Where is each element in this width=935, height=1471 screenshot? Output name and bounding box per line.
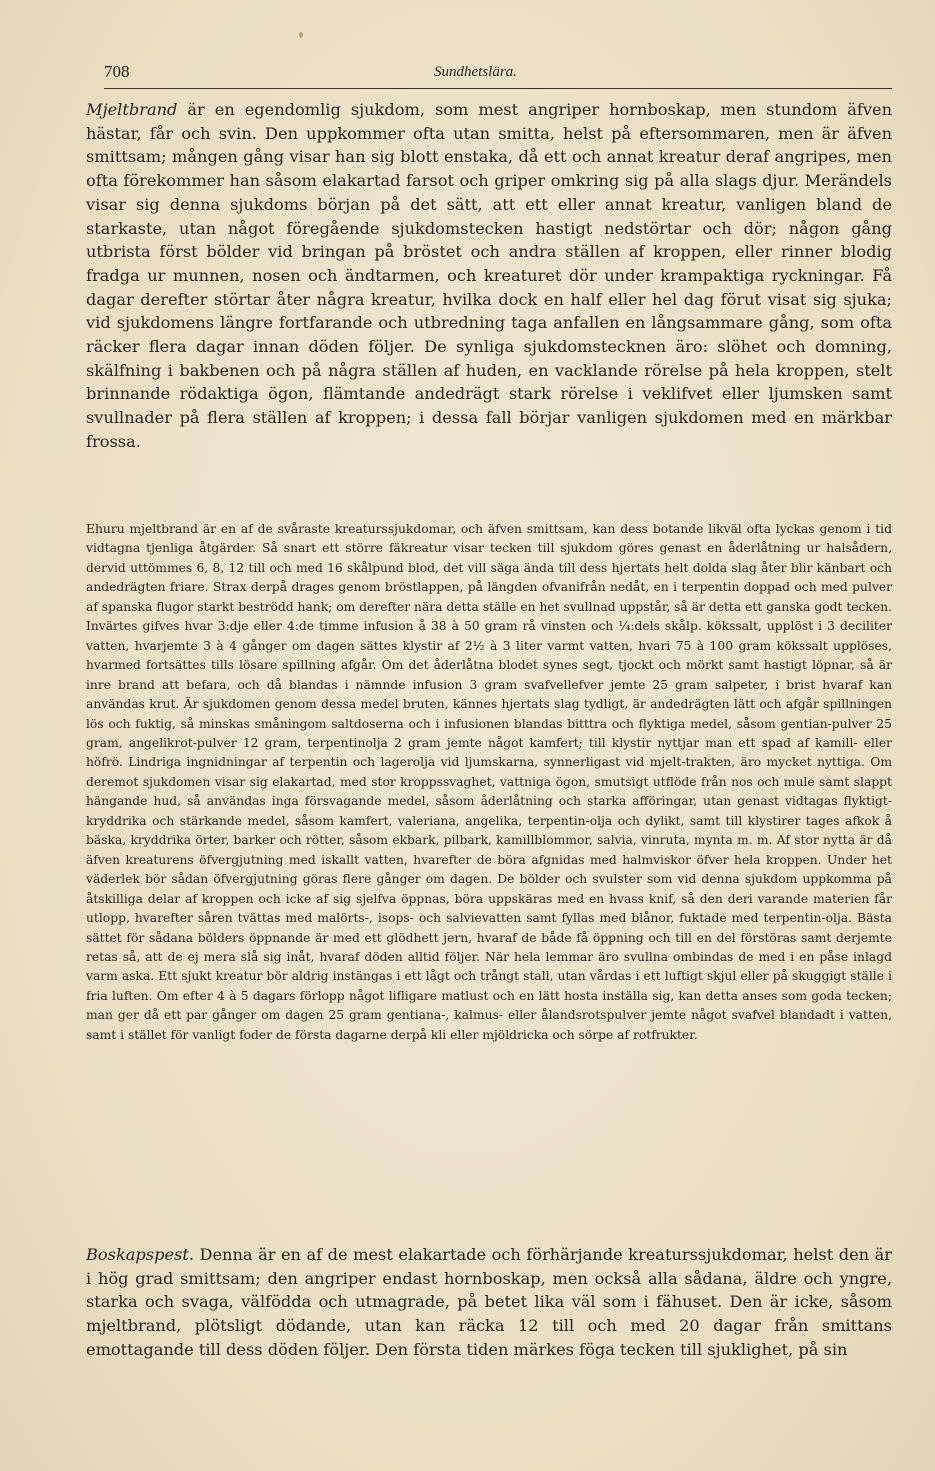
paragraph-treatment [86, 520, 892, 1240]
paragraph-lead-term: Mjeltbrand [86, 100, 178, 119]
paragraph-text: är en egendomlig sjukdom, som mest angriper hornboskap, men stundom äfven hästar, får och svin. Den uppkommer ofta utan smitta, helst på eftersommaren, men är äfven smittsam; mången gång visar han sig blott enstaka, då ett och annat kreatur deraf angripes, men ofta förekommer han såsom elakartad farsot och griper omkring sig på alla slags djur. Merändels visar sig denna sjukdoms början på det sätt, att ett eller annat kreatur, vanligen bland de starkaste, utan något föregående sjukdomstecken hastigt nedstörtar och dör; någon gång utbrista först bölder vid bringan på bröstet och andra ställen af kroppen, eller rinner blodig fradga ur munnen, nosen och ändtarmen, och kreaturet dör under krampaktiga ryckningar. Få dagar derefter störtar åter några kreatur, hvilka dock en half eller hel dag förut visat sig sjuka; vid sjukdomens längre fortfarande och utbredning taga anfallen en långsammare gång, som ofta räcker flera dagar innan döden följer. De synliga sjukdomstecknen äro: slöhet och domning, skälfning i bakbenen och på några ställen af huden, en vacklande rörelse på hela kroppen, stelt brinnande rödaktiga ögon, flämtande andedrägt stark rörelse i veklifvet eller ljumsken samt svullnader på flera ställen af kroppen; i dessa fall börjar vanligen sjukdomen med en märkbar frossa. [86, 100, 892, 451]
page-number: 708 [104, 62, 130, 81]
ink-spot [299, 32, 303, 38]
paragraph-text: Denna är en af de mest elakartade och förhärjande kreaturssjukdomar, helst den är i hög grad smittsam; den angriper endast hornboskap, men också alla sådana, äldre och yngre, starka och svaga, välfödda och utmagrade, på betet lika väl som i fähuset. Den är icke, såsom mjeltbrand, plötsligt dödande, utan kan räcka 12 till och med 20 dagar från smittans emottagande till dess döden följer. Den första tiden märkes föga tecken till sjuklighet, på sin [86, 1245, 892, 1359]
paragraph-text: Ehuru mjeltbrand är en af de svåraste kreaturssjukdomar, och äfven smittsam, kan dess botande likväl ofta lyckas genom i tid vidtagna tjenliga åtgärder. Så snart ett större fäkreatur visar tecken till sjukdom göres genast en åderlåtning ur halsådern, dervid uttömmes 6, 8, 12 till och med 16 skålpund blod, det vill säga ända till dess hjertats helt dolda slag åter blir känbart och andedrägten friare. Strax derpå drages genom bröstlappen, på längden ofvanifrån nedåt, en i terpentin doppad och med pulver af spanska flugor starkt beströdd hank; om derefter nära detta ställe en het svullnad uppstår, så är detta ett ganska godt tecken. Invärtes gifves hvar 3:dje eller 4:de timme infusion å 38 à 50 gram rå vinsten och ¼:dels skålp. kökssalt, upplöst i 3 deciliter vatten, hvarjemte 3 à 4 gånger om dagen sättes klystir af 2½ à 3 liter varmt vatten, hvari 75 à 100 gram kökssalt upplöses, hvarmed fortsättes tills lösare spillning afgår. Om det åderlåtna blodet synes segt, tjockt och mörkt samt hastigt löpnar, så är inre brand att befara, och då blandas i nämnde infusion 3 gram svafvellefver jemte 25 gram salpeter, i brist hvaraf kan användas krut. Är sjukdomen genom dessa medel bruten, kännes hjertats slag tydligt, är andedrägten lätt och afgår spillningen lös och fuktig, så minskas småningom saltdoserna och i infusionen blandas bitttra och flyktiga medel, såsom gentian-pulver 25 gram, angelikrot-pulver 12 gram, terpentinolja 2 gram jemte något kamfert; till klystir nyttjar man ett spad af kamill- eller höfrö. Lindriga ingnidningar af terpentin och lagerolja vid ljumskarna, synnerligast vid mjelt-trakten, äro mycket nyttiga. Om deremot sjukdomen visar sig elakartad, med stor kroppssvaghet, vattniga ögon, smutsigt utflöde från nos och mule samt slappt hängande hud, så användas inga försvagande medel, såsom åderlåtning och starka afföringar, utan genast vidtagas flyktigt-kryddrika och stärkande medel, såsom kamfert, valeriana, angelika, terpentin-olja och dylikt, samt till klystirer tages afkok å bäska, kryddrika örter, barker och rötter, såsom ekbark, pilbark, kamillblommor, salvia, vinruta, mynta m. m. Af stor nytta är då äfven kreaturens öfvergjutning med iskallt vatten, hvarefter de böra afgnidas med halmviskor öfver hela kroppen. Under het väderlek bör sådan öfvergjutning göras flere gånger om dagen. De bölder och svulster som vid denna sjukdom uppkomma på åtskilliga delar af kroppen och icke af sig sjelfva öppnas, böra uppskäras med en hvass knif, så den deri varande materien får utlopp, hvarefter såren tvättas med malörts-, isops- och salvievatten samt fyllas med blånor, fuktade med terpentin-olja. Bästa sättet för sådana bölders öppnande är med ett glödhett jern, hvaraf de både få öppning och till en del förstöras samt derjemte retas så, att de ej mera slå sig inåt, hvaraf döden alltid följer. När hela lemmar äro svullna ombindas de med i en påse inlagd varm aska. Ett sjukt kreatur bör aldrig instängas i ett lågt och trångt stall, utan vårdas i ett luftigt skjul eller på skuggigt ställe i fria luften. Om efter 4 à 5 dagars förlopp något lifligare matlust och en lätt hosta inställa sig, kan detta anses som goda tecken; man ger då ett par gånger om dagen 25 gram gentiana-, kalmus- eller ålandsrotspulver jemte något svafvel blandadt i vatten, samt i stället för vanligt foder de första dagarne derpå kli eller mjöldricka och sörpe af rotfrukter. [86, 522, 892, 1042]
paragraph-lead-term: Boskapspest. [86, 1245, 194, 1264]
paragraph-boskapspest [86, 1243, 892, 1393]
paragraph-mjeltbrand [86, 98, 892, 514]
page-header [104, 62, 892, 89]
running-head: Sundhetslära. [434, 64, 517, 80]
